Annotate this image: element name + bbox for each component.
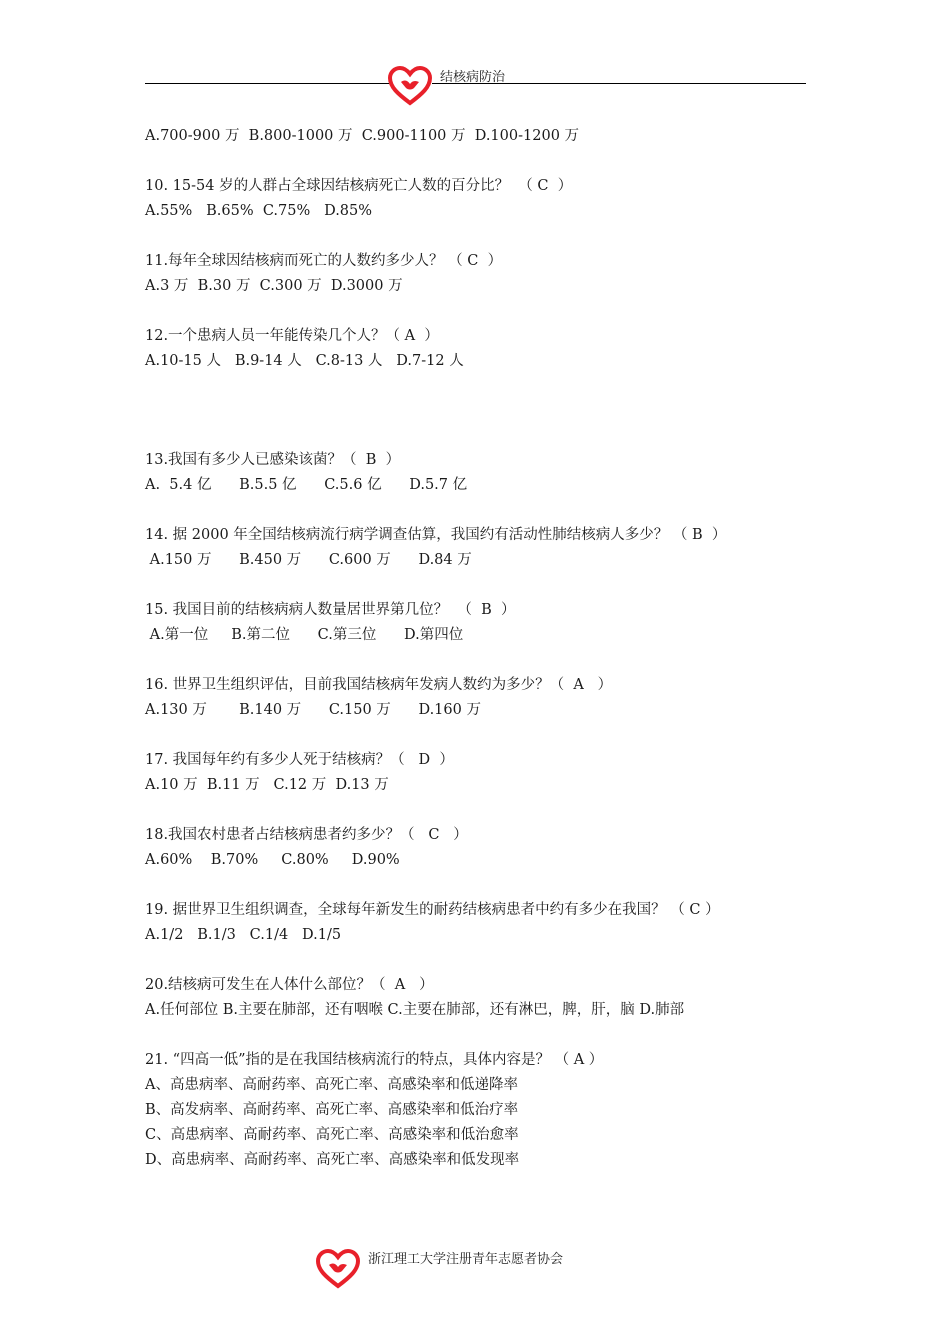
spacer xyxy=(145,374,810,423)
spacer xyxy=(145,423,810,448)
answer-option-21-b: B、高发病率、高耐药率、高死亡率、高感染率和低治疗率 xyxy=(145,1102,519,1118)
spacer xyxy=(145,224,810,249)
spacer xyxy=(145,648,810,673)
page-header xyxy=(0,0,950,110)
page-footer xyxy=(0,1240,950,1300)
question-10: 10. 15-54 岁的人群占全球因结核病死亡人数的百分比？ （ C ） xyxy=(145,178,573,194)
question-11: 11.每年全球因结核病而死亡的人数约多少人？ （ C ） xyxy=(145,253,503,269)
answer-options-15: A.第一位 B.第二位 C.第三位 D.第四位 xyxy=(145,627,464,643)
question-21: 21. “四高一低”指的是在我国结核病流行的特点，具体内容是？ （ A ） xyxy=(145,1052,604,1068)
question-14: 14. 据 2000 年全国结核病流行病学调查估算，我国约有活动性肺结核病人多少？ （ B ） xyxy=(145,527,727,543)
spacer xyxy=(145,1023,810,1048)
answer-option-21-a: A、高患病率、高耐药率、高死亡率、高感染率和低递降率 xyxy=(145,1077,518,1093)
question-20: 20.结核病可发生在人体什么部位？（ A ） xyxy=(145,977,434,993)
answer-options-14: A.150 万 B.450 万 C.600 万 D.84 万 xyxy=(145,552,472,568)
question-17: 17. 我国每年约有多少人死于结核病？（ D ） xyxy=(145,752,454,768)
answer-option-21-c: C、高患病率、高耐药率、高死亡率、高感染率和低治愈率 xyxy=(145,1127,519,1143)
question-18: 18.我国农村患者占结核病患者约多少？（ C ） xyxy=(145,827,468,843)
answer-options-18: A.60% B.70% C.80% D.90% xyxy=(145,852,400,868)
answer-options-12: A.10-15 人 B.9-14 人 C.8-13 人 D.7-12 人 xyxy=(145,353,464,369)
answer-options-10: A.55% B.65% C.75% D.85% xyxy=(145,203,373,219)
spacer xyxy=(145,149,810,174)
heart-hand-logo-icon xyxy=(316,1248,360,1290)
spacer xyxy=(145,873,810,898)
answer-options-13: A. 5.4 亿 B.5.5 亿 C.5.6 亿 D.5.7 亿 xyxy=(145,477,468,493)
header-title: 结核病防治 xyxy=(440,70,506,85)
quiz-content xyxy=(145,124,810,1173)
spacer xyxy=(145,299,810,324)
spacer xyxy=(145,723,810,748)
answer-options-16: A.130 万 B.140 万 C.150 万 D.160 万 xyxy=(145,702,481,718)
heart-hand-logo-icon xyxy=(388,66,432,106)
header-rule-left xyxy=(145,83,390,84)
answer-options-19: A.1/2 B.1/3 C.1/4 D.1/5 xyxy=(145,927,342,943)
question-15: 15. 我国目前的结核病病人数量居世界第几位？ （ B ） xyxy=(145,602,516,618)
spacer xyxy=(145,798,810,823)
spacer xyxy=(145,573,810,598)
spacer xyxy=(145,948,810,973)
question-16: 16. 世界卫生组织评估，目前我国结核病年发病人数约为多少？（ A ） xyxy=(145,677,613,693)
footer-organization: 浙江理工大学注册青年志愿者协会 xyxy=(368,1252,564,1267)
question-12: 12.一个患病人员一年能传染几个人？（ A ） xyxy=(145,328,439,344)
answer-options-11: A.3 万 B.30 万 C.300 万 D.3000 万 xyxy=(145,278,403,294)
answer-options-9: A.700-900 万 B.800-1000 万 C.900-1100 万 D.100-1200 万 xyxy=(145,128,580,144)
answer-option-21-d: D、高患病率、高耐药率、高死亡率、高感染率和低发现率 xyxy=(145,1152,520,1168)
question-19: 19. 据世界卫生组织调查，全球每年新发生的耐药结核病患者中约有多少在我国？ （ C ） xyxy=(145,902,720,918)
answer-options-20: A.任何部位 B.主要在肺部，还有咽喉 C.主要在肺部，还有淋巴，脾，肝，脑 D.肺部 xyxy=(145,1002,685,1018)
question-13: 13.我国有多少人已感染该菌？（ B ） xyxy=(145,452,401,468)
spacer xyxy=(145,498,810,523)
answer-options-17: A.10 万 B.11 万 C.12 万 D.13 万 xyxy=(145,777,389,793)
